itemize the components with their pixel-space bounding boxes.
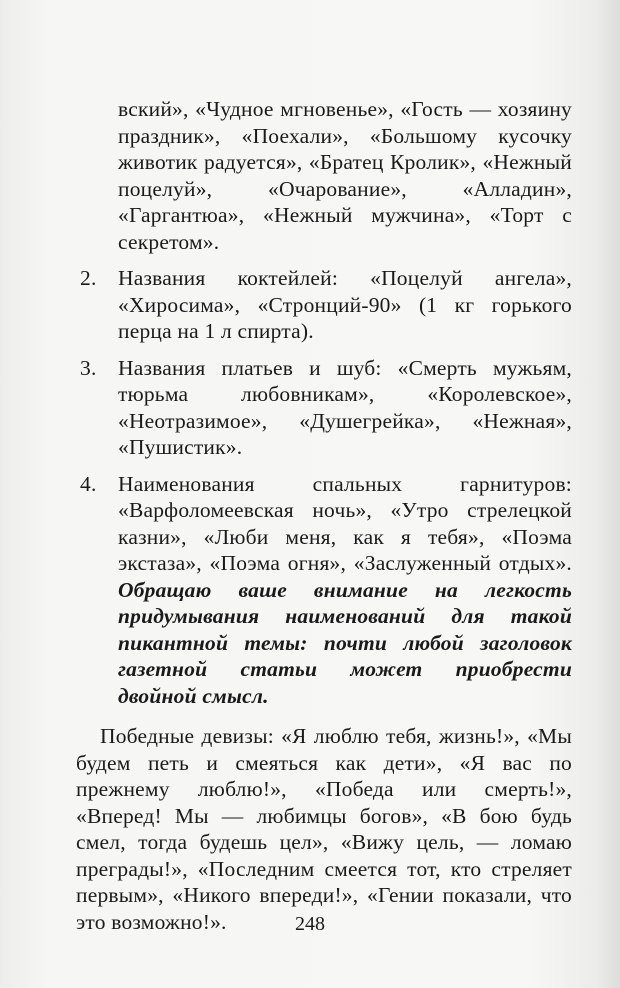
continuation-paragraph: вский», «Чудное мгновенье», «Гость — хозяину праздник», «Поехали», «Большому кусочку животик радуется», «Братец Кролик», «Нежный поцелуй», «Очарование», «Алладин», «Гаргантюа», «Нежный мужчина», «Торт с секретом». xyxy=(118,97,572,254)
emphasis-text: Обращаю ваше внимание на легкость придумывания наименований для такой пикантной темы: почти любой заголовок газетной статьи может приобрести двойной смысл. xyxy=(118,577,572,708)
list-number: 2. xyxy=(80,266,97,290)
list-text: Наименования спальных гарнитуров: «Варфоломеевская ночь», «Утро стрелецкой казни», «Люби меня, как я тебя», «Поэма экстаза», «Поэма огня», «Заслуженный отдых». xyxy=(118,471,572,575)
list-item-3 xyxy=(76,355,572,461)
page-number: 248 xyxy=(295,913,325,935)
mottos-paragraph: Победные девизы: «Я люблю тебя, жизнь!», «Мы будем петь и смеяться как дети», «Я вас по прежнему люблю!», «Победа или смерть!», «Вперед! Мы — любимцы богов», «В бою будь смел, тогда будешь цел», «Вижу цель, — ломаю преграды!», «Последним смеется тот, кто стреляет первым», «Никого впереди!», «Гении показали, что это возможно!». xyxy=(76,724,572,934)
list-number: 4. xyxy=(80,471,97,496)
main-text xyxy=(76,96,572,935)
list-text: Названия платьев и шуб: «Смерть мужьям, тюрьма любовникам», «Королевское», «Неотразимое», «Душегрейка», «Нежная», «Пушистик». xyxy=(118,355,572,459)
list-item-4 xyxy=(76,471,572,710)
list-number: 3. xyxy=(80,355,97,380)
list-text: Названия коктейлей: «Поцелуй ангела», «Хиросима», «Стронций-90» (1 кг горького перца на 1 л спирта). xyxy=(118,266,572,343)
list-item-2 xyxy=(76,265,572,345)
